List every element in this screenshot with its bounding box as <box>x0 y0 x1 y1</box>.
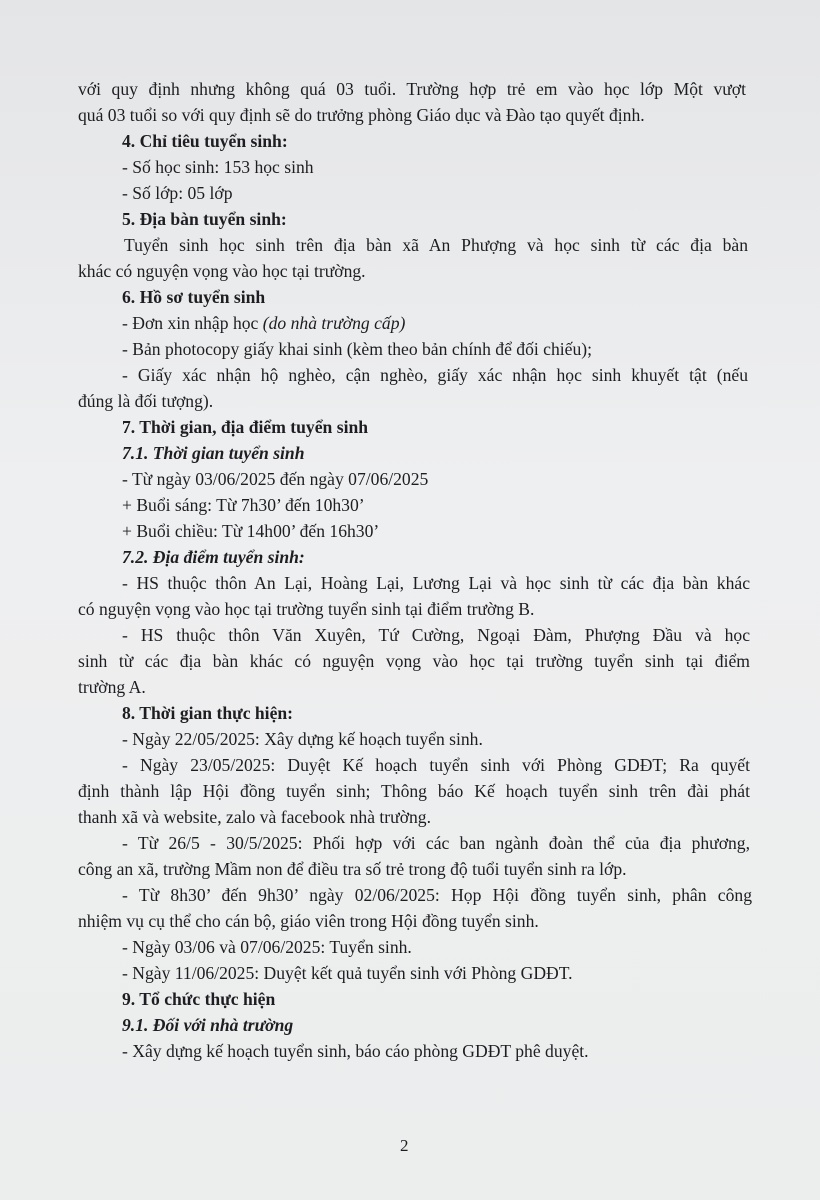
list-item: - Ngày 11/06/2025: Duyệt kết quả tuyển sinh với Phòng GDĐT. <box>122 963 573 983</box>
list-item: - Từ 26/5 - 30/5/2025: Phối hợp với các ban ngành đoàn thể của địa phương, <box>122 833 750 853</box>
section-heading-5: 5. Địa bàn tuyển sinh: <box>122 209 287 229</box>
section-heading-6: 6. Hồ sơ tuyển sinh <box>122 287 266 307</box>
paragraph-line: định thành lập Hội đồng tuyển sinh; Thông báo Kế hoạch tuyển sinh trên đài phát <box>78 781 750 801</box>
list-item: - Số học sinh: 153 học sinh <box>122 157 314 177</box>
section-heading-9: 9. Tổ chức thực hiện <box>122 989 276 1009</box>
paragraph-line: công an xã, trường Mầm non để điều tra số trẻ trong độ tuổi tuyển sinh ra lớp. <box>78 859 627 879</box>
list-item: - Số lớp: 05 lớp <box>122 183 233 203</box>
paragraph-line: đúng là đối tượng). <box>78 391 214 411</box>
subsection-heading-7-2: 7.2. Địa điểm tuyển sinh: <box>122 547 305 567</box>
list-item: - Ngày 22/05/2025: Xây dựng kế hoạch tuyển sinh. <box>122 729 483 749</box>
paragraph-line: với quy định nhưng không quá 03 tuổi. Trường hợp trẻ em vào học lớp Một vượt <box>78 79 746 99</box>
paragraph-line: quá 03 tuổi so với quy định sẽ do trưởng phòng Giáo dục và Đào tạo quyết định. <box>78 105 645 125</box>
paragraph-line: sinh từ các địa bàn khác có nguyện vọng vào học tại trường tuyển sinh tại điểm <box>78 651 750 671</box>
paragraph-line: thanh xã và website, zalo và facebook nhà trường. <box>78 807 431 827</box>
section-heading-7: 7. Thời gian, địa điểm tuyển sinh <box>122 417 369 437</box>
list-item-text: - Đơn xin nhập học <box>122 313 259 333</box>
subsection-heading-9-1: 9.1. Đối với nhà trường <box>122 1015 294 1035</box>
paragraph-line: trường A. <box>78 677 146 697</box>
page-number: 2 <box>400 1136 409 1155</box>
list-item: - Ngày 23/05/2025: Duyệt Kế hoạch tuyển sinh với Phòng GDĐT; Ra quyết <box>122 755 750 775</box>
list-item: - Từ ngày 03/06/2025 đến ngày 07/06/2025 <box>122 469 429 489</box>
list-item: - HS thuộc thôn An Lại, Hoàng Lại, Lương Lại và học sinh từ các địa bàn khác <box>122 573 750 593</box>
list-item: - Xây dựng kế hoạch tuyển sinh, báo cáo phòng GDĐT phê duyệt. <box>122 1041 589 1061</box>
list-item <box>122 310 405 336</box>
paragraph-line: có nguyện vọng vào học tại trường tuyển sinh tại điểm trường B. <box>78 599 535 619</box>
list-item: - Ngày 03/06 và 07/06/2025: Tuyển sinh. <box>122 937 412 957</box>
list-item: - HS thuộc thôn Văn Xuyên, Tứ Cường, Ngoại Đàm, Phượng Đầu và học <box>122 625 750 645</box>
paragraph-line: Tuyển sinh học sinh trên địa bàn xã An Phượng và học sinh từ các địa bàn <box>124 235 748 255</box>
list-item-note: (do nhà trường cấp) <box>262 313 406 333</box>
section-heading-4: 4. Chỉ tiêu tuyển sinh: <box>122 131 288 151</box>
list-item: + Buổi chiều: Từ 14h00’ đến 16h30’ <box>122 521 380 541</box>
paragraph-line: khác có nguyện vọng vào học tại trường. <box>78 261 366 281</box>
list-item: + Buổi sáng: Từ 7h30’ đến 10h30’ <box>122 495 365 515</box>
list-item: - Giấy xác nhận hộ nghèo, cận nghèo, giấy xác nhận học sinh khuyết tật (nếu <box>122 365 748 385</box>
section-heading-8: 8. Thời gian thực hiện: <box>122 703 294 723</box>
paragraph-line: nhiệm vụ cụ thể cho cán bộ, giáo viên trong Hội đồng tuyển sinh. <box>78 911 539 931</box>
list-item: - Bản photocopy giấy khai sinh (kèm theo bản chính để đối chiếu); <box>122 339 593 359</box>
subsection-heading-7-1: 7.1. Thời gian tuyển sinh <box>122 443 305 463</box>
list-item: - Từ 8h30’ đến 9h30’ ngày 02/06/2025: Họp Hội đồng tuyển sinh, phân công <box>122 885 752 905</box>
